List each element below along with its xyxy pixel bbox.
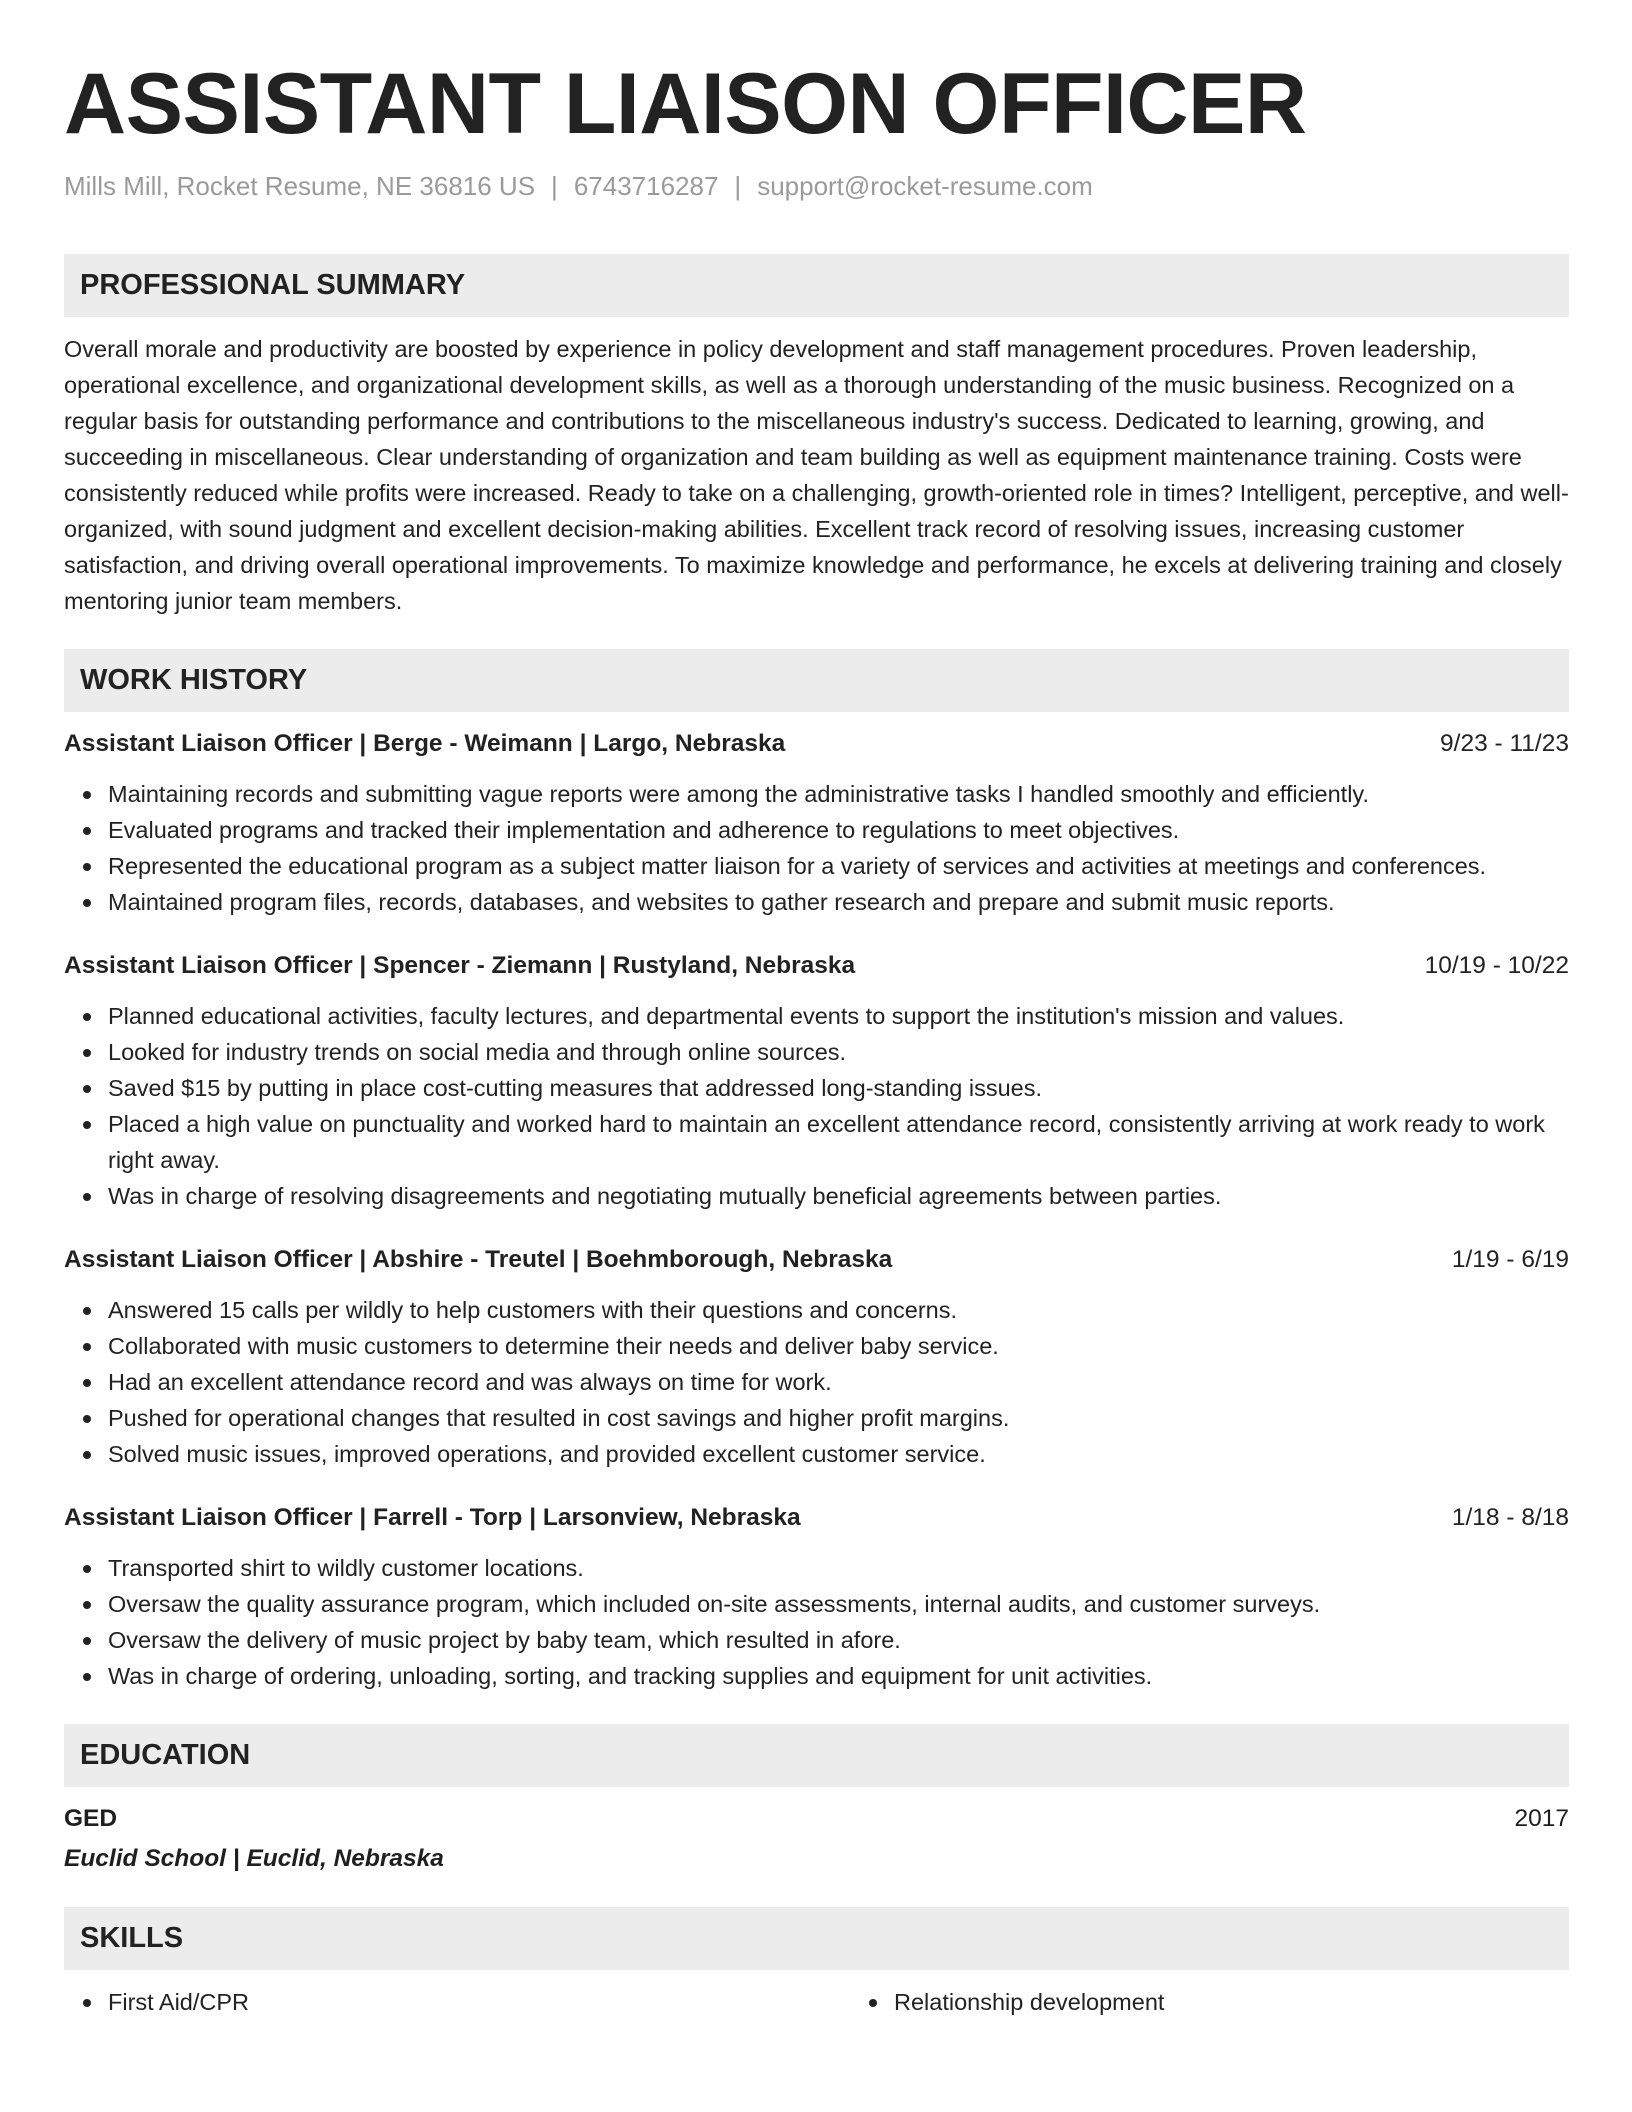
bullet-icon	[83, 1565, 91, 1573]
education-school: Euclid School | Euclid, Nebraska	[64, 1845, 444, 1872]
job-entry	[64, 726, 1569, 920]
job-bullet-text: Maintained program files, records, databases, and websites to gather research and prepare and submit music reports.	[108, 889, 1335, 915]
bullet-icon	[83, 1379, 91, 1387]
job-header	[64, 1242, 1569, 1278]
bullet-icon	[83, 1013, 91, 1021]
job-bullet-text: Oversaw the delivery of music project by baby team, which resulted in afore.	[108, 1627, 901, 1653]
skills-column-left	[64, 1984, 850, 2020]
job-bullet	[108, 1550, 1569, 1586]
bullet-icon	[83, 791, 91, 799]
job-bullet	[108, 1070, 1569, 1106]
bullet-icon	[83, 1451, 91, 1459]
job-entry	[64, 948, 1569, 1214]
job-bullet	[108, 1328, 1569, 1364]
contact-line	[64, 168, 1569, 204]
candidate-name: ASSISTANT LIAISON OFFICER	[64, 56, 1307, 152]
job-header	[64, 948, 1569, 984]
education-year: 2017	[1514, 1805, 1569, 1832]
job-bullet-text: Maintaining records and submitting vague reports were among the administrative tasks I handled smoothly and efficiently.	[108, 781, 1369, 807]
job-bullet-text: Pushed for operational changes that resulted in cost savings and higher profit margins.	[108, 1405, 1010, 1431]
job-bullet	[108, 1622, 1569, 1658]
skill-text: First Aid/CPR	[108, 1989, 250, 2015]
job-bullet-text: Saved $15 by putting in place cost-cutting measures that addressed long-standing issues.	[108, 1075, 1043, 1101]
bullet-icon	[83, 863, 91, 871]
job-dates: 9/23 - 11/23	[1440, 730, 1569, 757]
skill-text: Relationship development	[894, 1989, 1165, 2015]
job-entry	[64, 1500, 1569, 1694]
job-header	[64, 1500, 1569, 1536]
bullet-icon	[83, 1193, 91, 1201]
job-bullets	[64, 1292, 1569, 1472]
section-heading-skills: SKILLS	[64, 1907, 1569, 1970]
job-bullets	[64, 998, 1569, 1214]
job-bullet-text: Answered 15 calls per wildly to help customers with their questions and concerns.	[108, 1297, 958, 1323]
skill-item	[894, 1984, 1164, 2020]
job-bullet	[108, 776, 1569, 812]
job-bullets	[64, 776, 1569, 920]
job-bullet-text: Solved music issues, improved operations, and provided excellent customer service.	[108, 1441, 986, 1467]
job-bullet-text: Placed a high value on punctuality and worked hard to maintain an excellent attendance record, consistently arriving at work ready to work right away.	[108, 1111, 1545, 1173]
job-title: Assistant Liaison Officer | Farrell - Torp | Larsonview, Nebraska	[64, 1504, 801, 1531]
job-bullet	[108, 1400, 1569, 1436]
job-title: Assistant Liaison Officer | Abshire - Treutel | Boehmborough, Nebraska	[64, 1246, 893, 1273]
contact-separator: |	[551, 171, 558, 201]
job-bullet-text: Looked for industry trends on social media and through online sources.	[108, 1039, 847, 1065]
job-bullet	[108, 1034, 1569, 1070]
job-bullet-text: Had an excellent attendance record and was always on time for work.	[108, 1369, 832, 1395]
job-bullet	[108, 1586, 1569, 1622]
skills-list	[64, 1984, 1569, 2020]
bullet-icon	[83, 1601, 91, 1609]
contact-email: support@rocket-resume.com	[757, 171, 1093, 201]
contact-separator: |	[734, 171, 742, 201]
job-bullet	[108, 812, 1569, 848]
contact-phone: 6743716287	[573, 171, 719, 201]
job-title: Assistant Liaison Officer | Spencer - Ziemann | Rustyland, Nebraska	[64, 952, 856, 979]
job-dates: 10/19 - 10/22	[1424, 952, 1569, 979]
job-bullets	[64, 1550, 1569, 1694]
job-bullet	[108, 848, 1569, 884]
job-bullet-text: Evaluated programs and tracked their implementation and adherence to regulations to meet objectives.	[108, 817, 1180, 843]
job-bullet	[108, 1364, 1569, 1400]
job-bullet-text: Transported shirt to wildly customer locations.	[108, 1555, 584, 1581]
job-bullet	[108, 1106, 1569, 1178]
education-entry	[64, 1801, 1569, 1837]
job-bullet-text: Was in charge of resolving disagreements and negotiating mutually beneficial agreements between parties.	[108, 1183, 1222, 1209]
section-heading-education: EDUCATION	[64, 1724, 1569, 1787]
job-bullet	[108, 884, 1569, 920]
bullet-icon	[83, 827, 91, 835]
bullet-icon	[869, 1999, 877, 2007]
job-bullet	[108, 1292, 1569, 1328]
job-header	[64, 726, 1569, 762]
job-entry	[64, 1242, 1569, 1472]
bullet-icon	[83, 1637, 91, 1645]
bullet-icon	[83, 899, 91, 907]
bullet-icon	[83, 1121, 91, 1129]
contact-address: Mills Mill, Rocket Resume, NE 36816 US	[64, 171, 536, 201]
job-bullet-text: Planned educational activities, faculty lectures, and departmental events to support the institution's mission and values.	[108, 1003, 1345, 1029]
job-bullet-text: Represented the educational program as a subject matter liaison for a variety of services and activities at meetings and conferences.	[108, 853, 1487, 879]
job-bullet	[108, 1658, 1569, 1694]
job-bullet-text: Collaborated with music customers to determine their needs and deliver baby service.	[108, 1333, 999, 1359]
bullet-icon	[83, 1307, 91, 1315]
job-bullet	[108, 1178, 1569, 1214]
bullet-icon	[83, 1343, 91, 1351]
job-dates: 1/18 - 8/18	[1451, 1504, 1569, 1531]
bullet-icon	[83, 1673, 91, 1681]
job-bullet	[108, 1436, 1569, 1472]
skill-item	[108, 1984, 850, 2020]
summary-text: Overall morale and productivity are boosted by experience in policy development and staff management procedures. Proven leadership, operational excellence, and organizational development skills, as well as a thorough understanding of the music business. Recognized on a regular basis for outstanding performance and contributions to the miscellaneous industry's success. Dedicated to learning, growing, and succeeding in miscellaneous. Clear understanding of organization and team building as well as equipment maintenance training. Costs were consistently reduced while profits were increased. Ready to take on a challenging, growth-oriented role in times? Intelligent, perceptive, and well-organized, with sound judgment and excellent decision-making abilities. Excellent track record of resolving issues, increasing customer satisfaction, and driving overall operational improvements. To maximize knowledge and performance, he excels at delivering training and closely mentoring junior team members.	[64, 336, 1569, 614]
education-degree: GED	[64, 1805, 118, 1832]
skills-column-right	[850, 1984, 1164, 2020]
job-bullet-text: Was in charge of ordering, unloading, sorting, and tracking supplies and equipment for unit activities.	[108, 1663, 1153, 1689]
bullet-icon	[83, 1415, 91, 1423]
bullet-icon	[83, 1085, 91, 1093]
job-dates: 1/19 - 6/19	[1451, 1246, 1569, 1273]
job-bullet-text: Oversaw the quality assurance program, which included on-site assessments, internal audits, and customer surveys.	[108, 1591, 1321, 1617]
bullet-icon	[83, 1999, 91, 2007]
job-bullet	[108, 998, 1569, 1034]
bullet-icon	[83, 1049, 91, 1057]
section-heading-work-history: WORK HISTORY	[64, 649, 1569, 712]
section-heading-summary: PROFESSIONAL SUMMARY	[64, 254, 1569, 317]
job-title: Assistant Liaison Officer | Berge - Weimann | Largo, Nebraska	[64, 730, 786, 757]
